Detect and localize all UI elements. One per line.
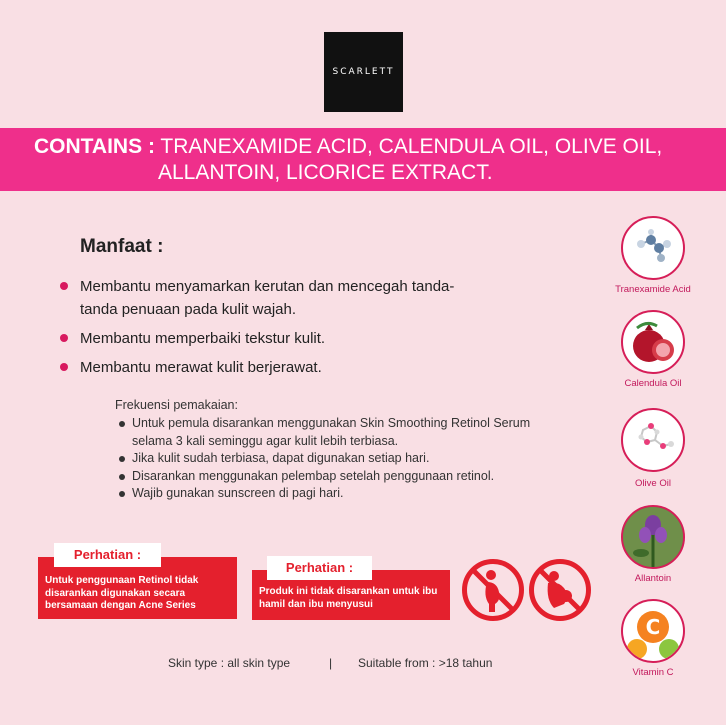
skin-type: Skin type : all skin type xyxy=(168,656,291,670)
benefit-item: Membantu menyamarkan kerutan dan mencegah tanda-tanda penuaan pada kulit wajah. xyxy=(80,278,455,318)
benefit-item: Membantu memperbaiki tekstur kulit. xyxy=(80,330,326,347)
footer-divider: | xyxy=(329,656,333,670)
frekuensi-text: Disarankan menggunakan pelembap setelah penggunaan retinol. xyxy=(132,468,495,483)
bullet-icon xyxy=(60,282,68,290)
bullet-icon xyxy=(60,363,68,371)
bullet-icon xyxy=(119,421,125,427)
brand-name: SCARLETT xyxy=(332,67,395,77)
frekuensi-text: Wajib gunakan sunscreen di pagi hari. xyxy=(132,486,344,500)
contains-banner xyxy=(0,128,726,191)
contains-text-2: ALLANTOIN, LICORICE EXTRACT. xyxy=(158,161,493,184)
warning-tag: Perhatian : xyxy=(267,556,372,580)
warning-tag: Perhatian : xyxy=(54,543,161,567)
molecule-icon xyxy=(621,216,685,280)
suitable-age: Suitable from : >18 tahun xyxy=(358,656,493,670)
frekuensi-item xyxy=(115,450,555,468)
ingredient-label: Allantoin xyxy=(634,573,672,584)
no-pregnant-icon xyxy=(462,559,524,621)
contains-line-1 xyxy=(34,135,662,159)
frekuensi-list xyxy=(115,415,555,503)
pomegranate-icon xyxy=(621,310,685,374)
bullet-icon xyxy=(119,491,125,497)
ingredient-label: Olive Oil xyxy=(635,478,671,489)
frekuensi-text: Untuk pemula disarankan menggunakan Skin Smoothing Retinol Serum selama 3 kali seminggu agar kulit lebih terbiasa. xyxy=(132,416,531,448)
warning-text: Produk ini tidak disarankan untuk ibu hamil dan ibu menyusui xyxy=(259,586,438,610)
bullet-icon xyxy=(119,456,125,462)
bullet-icon xyxy=(119,474,125,480)
flower-icon xyxy=(621,505,685,569)
bullet-icon xyxy=(60,334,68,342)
warning-text: Untuk penggunaan Retinol tidak disarankan digunakan secara bersamaan dengan Acne Series xyxy=(45,575,199,611)
frekuensi-title: Frekuensi pemakaian: xyxy=(115,398,238,412)
frekuensi-item xyxy=(115,485,555,503)
ingredient-label: Vitamin C xyxy=(632,667,674,678)
ingredient-label: Calendula Oil xyxy=(624,378,682,389)
contains-label: CONTAINS : xyxy=(34,135,155,158)
contains-text-1: TRANEXAMIDE ACID, CALENDULA OIL, OLIVE OIL, xyxy=(160,135,663,158)
brand-logo xyxy=(324,32,403,112)
frekuensi-item xyxy=(115,468,555,486)
frekuensi-item xyxy=(115,415,555,450)
frekuensi-text: Jika kulit sudah terbiasa, dapat digunakan setiap hari. xyxy=(132,451,430,465)
vitamin-c-icon xyxy=(621,599,685,663)
ingredient-label: Tranexamide Acid xyxy=(615,284,691,295)
manfaat-title: Manfaat : xyxy=(80,236,164,257)
no-breastfeeding-icon xyxy=(529,559,591,621)
svg-text:C: C xyxy=(645,615,661,639)
molecule-icon xyxy=(621,408,685,472)
benefit-item: Membantu merawat kulit berjerawat. xyxy=(80,359,322,376)
